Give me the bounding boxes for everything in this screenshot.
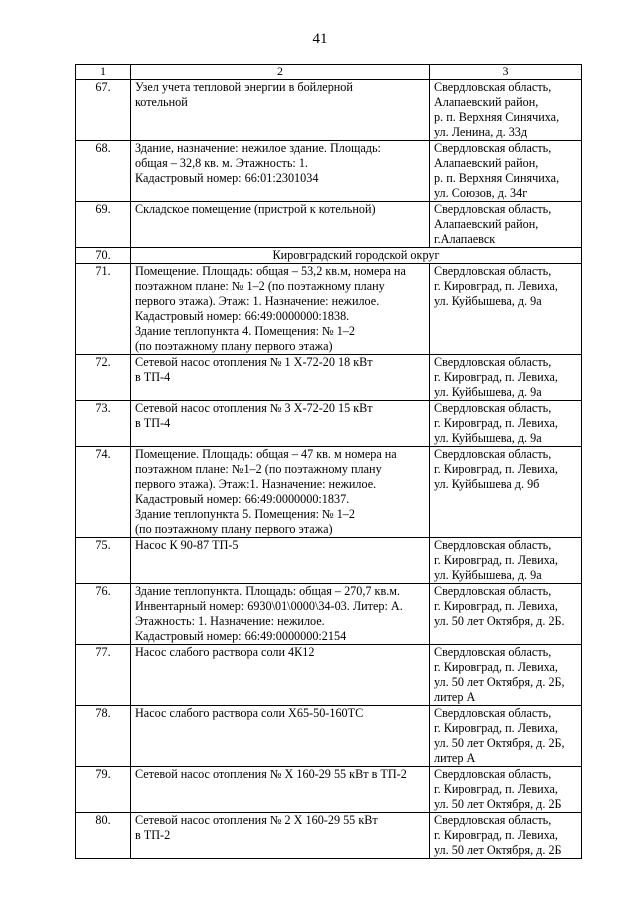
table-header-row xyxy=(76,65,582,80)
row-number: 67. xyxy=(76,80,131,141)
table-row xyxy=(76,401,582,447)
table-row xyxy=(76,264,582,355)
row-number: 76. xyxy=(76,584,131,645)
row-number: 77. xyxy=(76,645,131,706)
row-number: 78. xyxy=(76,706,131,767)
object-name: Сетевой насос отопления № 2 Х 160-29 55 кВт в ТП-2 xyxy=(131,813,430,859)
object-name: Помещение. Площадь: общая – 53,2 кв.м, номера на поэтажном плане: № 1–2 (по поэтажному плану первого этажа). Этаж: 1. Назначение: нежилое. Кадастровый номер: 66:49:0000000:1838. Здание теплопункта 4. Помещения: № 1–2 (по поэтажному плану первого этажа) xyxy=(131,264,430,355)
row-number: 70. xyxy=(76,248,131,264)
object-name: Насос слабого раствора соли Х65-50-160ТС xyxy=(131,706,430,767)
table-row xyxy=(76,202,582,248)
table-row xyxy=(76,80,582,141)
table-row xyxy=(76,447,582,538)
table-row xyxy=(76,355,582,401)
table-row xyxy=(76,645,582,706)
object-address: Свердловская область, г. Кировград, п. Левиха, ул. Куйбышева д. 9б xyxy=(430,447,582,538)
object-address: Свердловская область, г. Кировград, п. Левиха, ул. Куйбышева, д. 9а xyxy=(430,538,582,584)
object-name: Сетевой насос отопления № 3 Х-72-20 15 кВт в ТП-4 xyxy=(131,401,430,447)
table-row xyxy=(76,584,582,645)
property-table xyxy=(75,64,582,859)
object-address: Свердловская область, г. Кировград, п. Левиха, ул. Куйбышева, д. 9а xyxy=(430,264,582,355)
object-name: Насос слабого раствора соли 4К12 xyxy=(131,645,430,706)
object-name: Здание, назначение: нежилое здание. Площадь: общая – 32,8 кв. м. Этажность: 1. Кадастровый номер: 66:01:2301034 xyxy=(131,141,430,202)
section-title: Кировградский городской округ xyxy=(131,248,582,264)
page-number: 41 xyxy=(312,31,328,47)
object-address: Свердловская область, Алапаевский район, г.Алапаевск xyxy=(430,202,582,248)
row-number: 79. xyxy=(76,767,131,813)
table-row xyxy=(76,767,582,813)
row-number: 71. xyxy=(76,264,131,355)
column-header-2: 2 xyxy=(131,65,430,80)
object-address: Свердловская область, г. Кировград, п. Левиха, ул. 50 лет Октября, д. 2Б xyxy=(430,813,582,859)
row-number: 73. xyxy=(76,401,131,447)
row-number: 74. xyxy=(76,447,131,538)
row-number: 75. xyxy=(76,538,131,584)
column-header-1: 1 xyxy=(76,65,131,80)
object-address: Свердловская область, г. Кировград, п. Левиха, ул. Куйбышева, д. 9а xyxy=(430,401,582,447)
object-name: Помещение. Площадь: общая – 47 кв. м номера на поэтажном плане: №1–2 (по поэтажному плану первого этажа). Этаж:1. Назначение: нежилое. Кадастровый номер: 66:49:0000000:1837. Здание теплопункта 5. Помещения: № 1–2 (по поэтажному плану первого этажа) xyxy=(131,447,430,538)
table-row xyxy=(76,538,582,584)
row-number: 68. xyxy=(76,141,131,202)
object-name: Складское помещение (пристрой к котельной) xyxy=(131,202,430,248)
object-name: Насос К 90-87 ТП-5 xyxy=(131,538,430,584)
table-row xyxy=(76,141,582,202)
object-address: Свердловская область, г. Кировград, п. Левиха, ул. 50 лет Октября, д. 2Б, литер А xyxy=(430,706,582,767)
section-row xyxy=(76,248,582,264)
row-number: 80. xyxy=(76,813,131,859)
object-name: Сетевой насос отопления № Х 160-29 55 кВт в ТП-2 xyxy=(131,767,430,813)
object-name: Здание теплопункта. Площадь: общая – 270,7 кв.м. Инвентарный номер: 6930\01\0000\34-03. Литер: А. Этажность: 1. Назначение: нежилое. Кадастровый номер: 66:49:0000000:2154 xyxy=(131,584,430,645)
object-address: Свердловская область, Алапаевский район, р. п. Верхняя Синячиха, ул. Союзов, д. 34г xyxy=(430,141,582,202)
table-row xyxy=(76,706,582,767)
table-body xyxy=(76,65,582,859)
object-address: Свердловская область, г. Кировград, п. Левиха, ул. Куйбышева, д. 9а xyxy=(430,355,582,401)
row-number: 69. xyxy=(76,202,131,248)
object-name: Сетевой насос отопления № 1 Х-72-20 18 кВт в ТП-4 xyxy=(131,355,430,401)
object-address: Свердловская область, г. Кировград, п. Левиха, ул. 50 лет Октября, д. 2Б xyxy=(430,767,582,813)
object-address: Свердловская область, г. Кировград, п. Левиха, ул. 50 лет Октября, д. 2Б. xyxy=(430,584,582,645)
object-address: Свердловская область, Алапаевский район, р. п. Верхняя Синячиха, ул. Ленина, д. 33д xyxy=(430,80,582,141)
row-number: 72. xyxy=(76,355,131,401)
object-name: Узел учета тепловой энергии в бойлерной котельной xyxy=(131,80,430,141)
table-row xyxy=(76,813,582,859)
column-header-3: 3 xyxy=(430,65,582,80)
object-address: Свердловская область, г. Кировград, п. Левиха, ул. 50 лет Октября, д. 2Б, литер А xyxy=(430,645,582,706)
